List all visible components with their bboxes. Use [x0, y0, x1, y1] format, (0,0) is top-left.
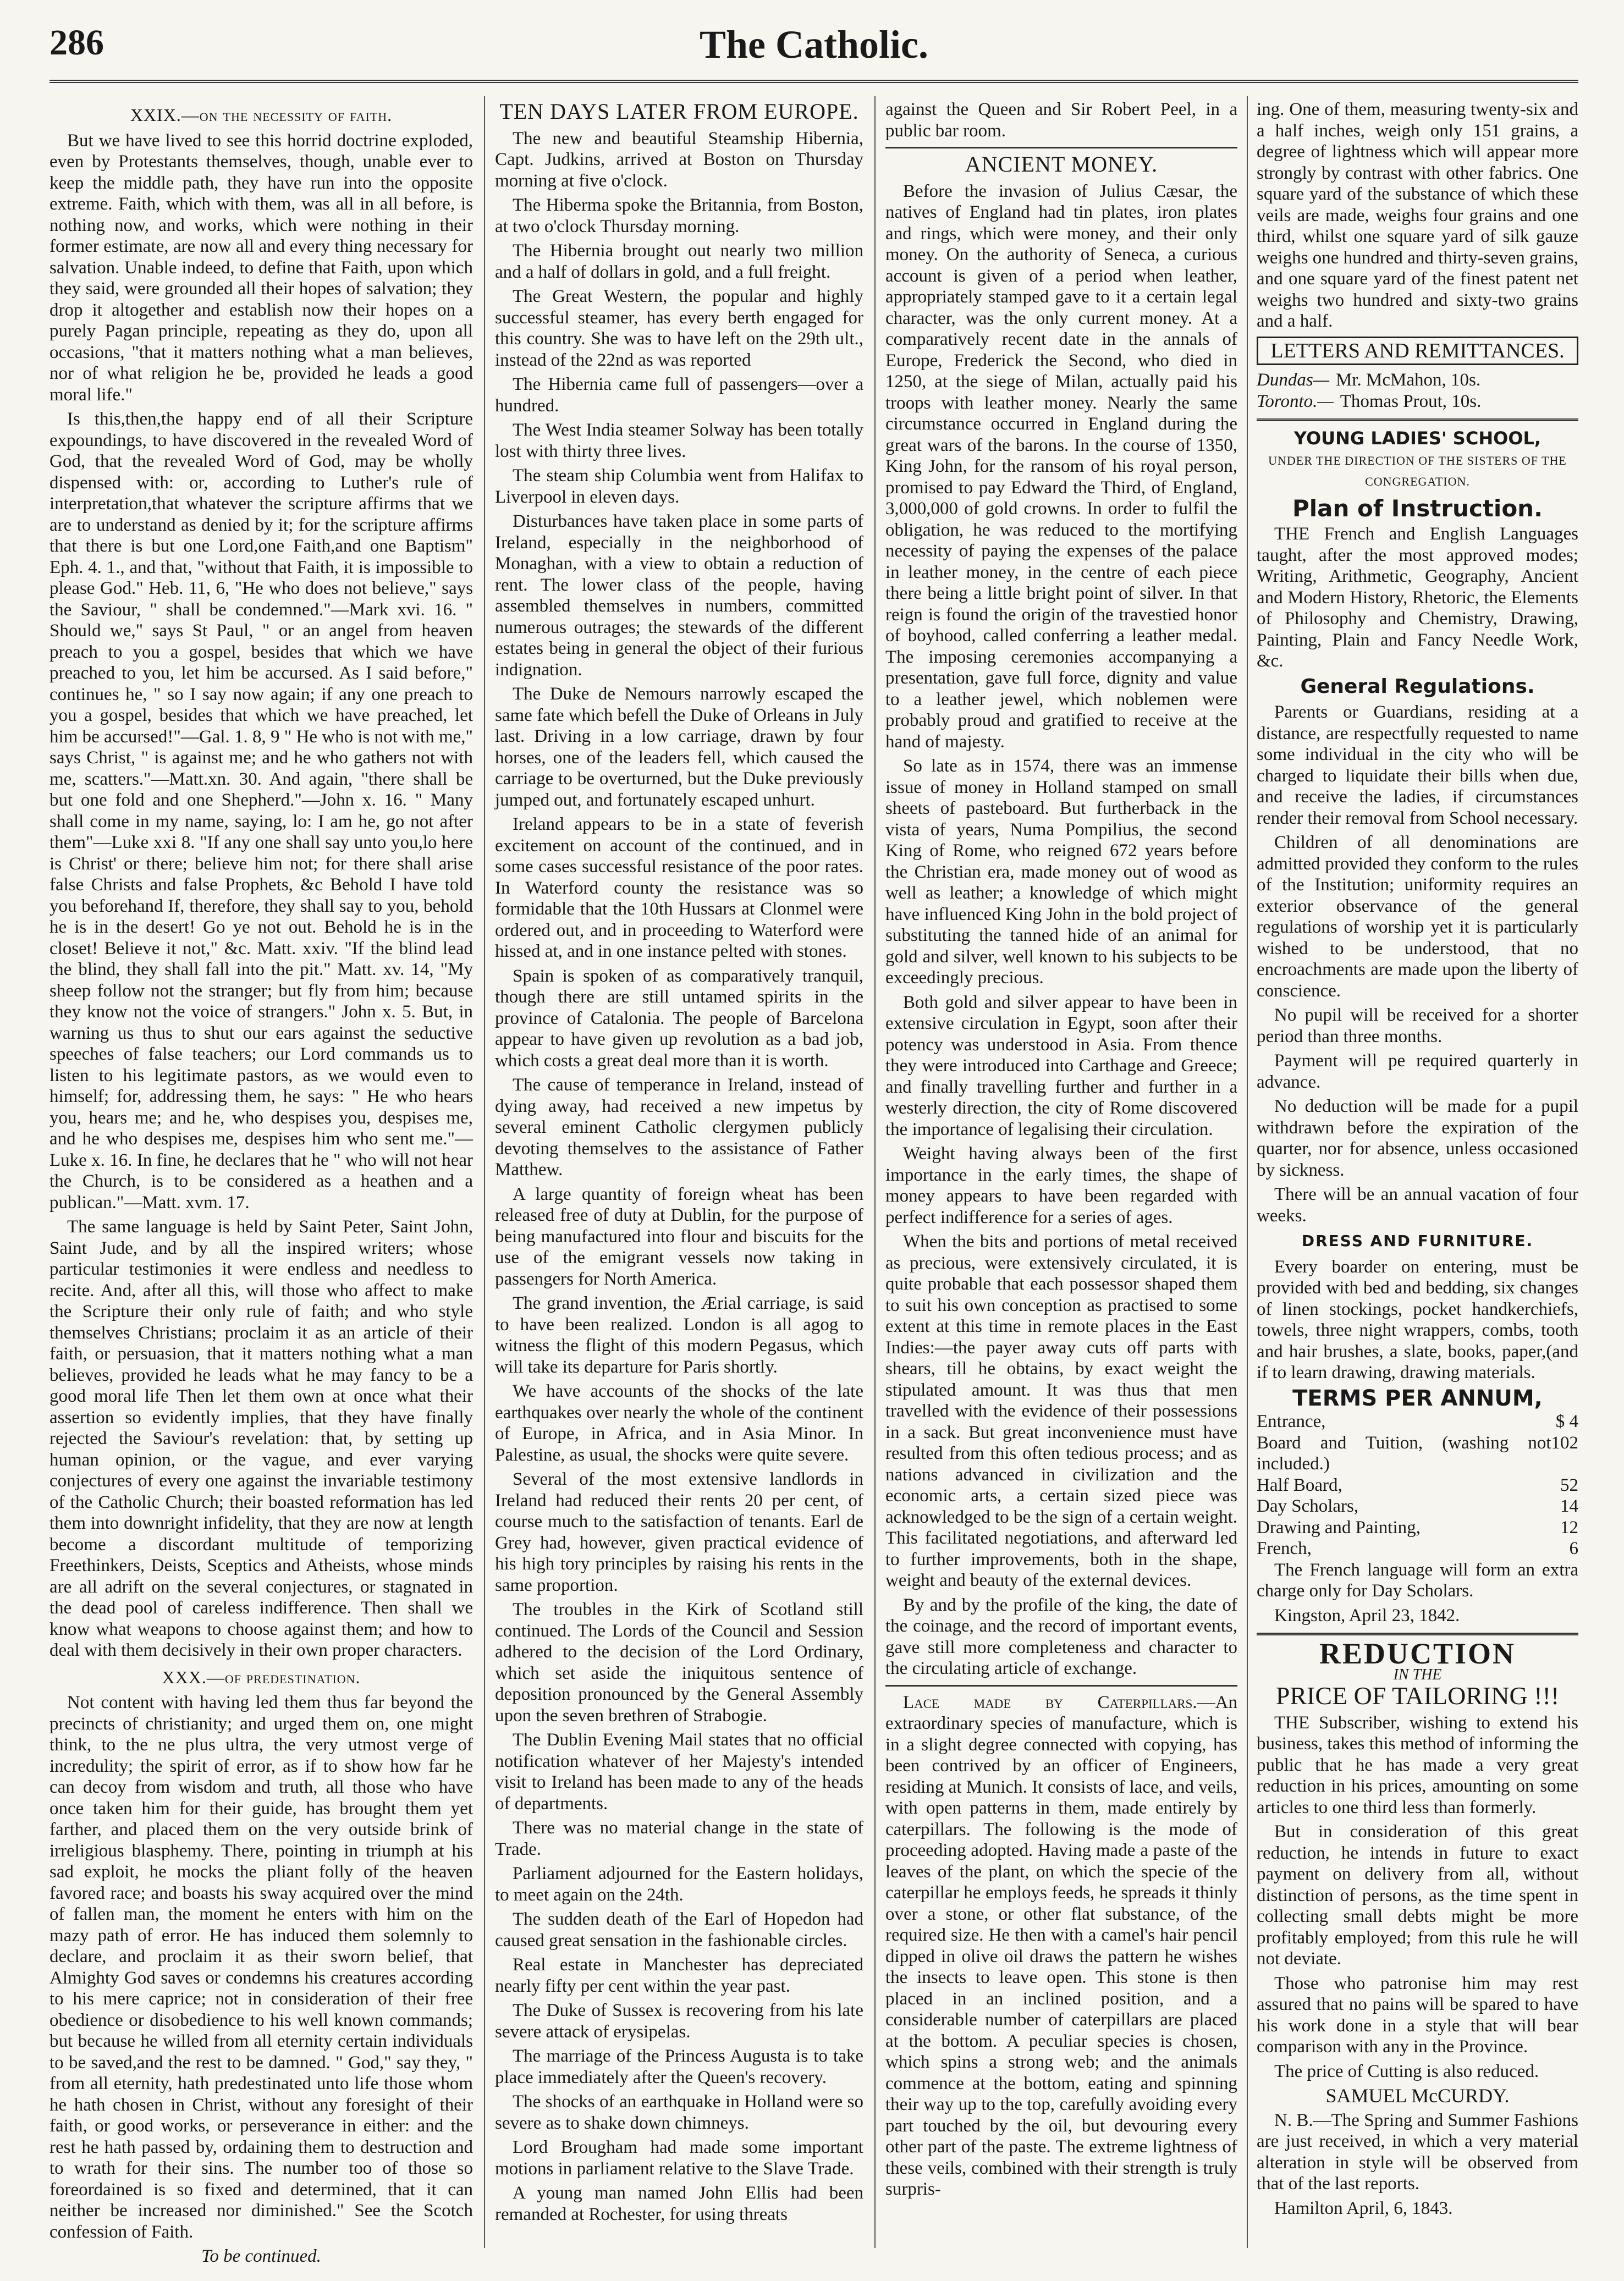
- paragraph: THE French and English Languages taught, after the most approved modes; Writing, Arithmetic, Geography, Ancient and Modern History, Rhetoric, the Elements of Philosophy and Chemistry, Drawing, Painting, Plain and Fancy Needle Work, &c.: [1257, 524, 1578, 671]
- newspaper-title: The Catholic.: [699, 23, 928, 67]
- news-item: The Dublin Evening Mail states that no official notification whatever of her Majesty's intended visit to Ireland has been made to any of the heads of departments.: [495, 1730, 863, 1814]
- paragraph: The price of Cutting is also reduced.: [1274, 2061, 1539, 2081]
- paragraph: against the Queen and Sir Robert Peel, in a public bar room.: [885, 100, 1237, 141]
- fee-row: [1257, 1538, 1578, 1560]
- letters-heading: LETTERS AND REMITTANCES.: [1257, 337, 1578, 366]
- paragraph: [885, 1692, 1237, 2200]
- paragraph: Before the invasion of Julius Cæsar, the natives of England had tin plates, iron plates and rings, which were money, and their only money. On the authority of Seneca, a curious account is given of a period when leather, appropriately stamped gave to it a certain legal character, was the only current money. At a comparatively recent date in the annals of Europe, Frederick the Second, who died in 1250, at the siege of Milan, actually paid his troops with leather money. Nearly the same circumstance occurred in England during the great wars of the barons. In the course of 1350, King John, for the ransom of his royal person, promised to pay Edward the Third, of England, 3,000,000 of gold crowns. In order to fulfil the obligation, he was reduced to the mortifying necessity of paying the expenses of the palace in leather money, in the centre of each piece there being a little bright point of silver. In that reign is found the origin of the travestied honor of boyhood, called conferring a leather medal. The imposing ceremonies accompanying a presentation, gave full force, dignity and value to a leather jewel, which noblemen were probably proud and gratified to receive at the hand of majesty.: [885, 181, 1237, 752]
- paragraph: But we have lived to see this horrid doctrine exploded, even by Protestants themselves, though, unable ever to keep the middle path, they have run into the opposite extreme. Faith, which with them, was all in all before, is nothing now, and works, which were nothing in their former estimate, are now all and every thing necessary for salvation. Unable indeed, to define that Faith, upon which they said, were grounded all their hopes of salvation; they drop it altogether and establish now their hopes on a purely Pagan principle, repeating as they do, upon all occasions, "that it matters nothing what a man believes, nor of what religion he be, provided he leads a good moral life.": [49, 130, 473, 405]
- column-rule: [874, 96, 876, 2248]
- signature: SAMUEL McCURDY.: [1325, 2085, 1510, 2107]
- paragraph: N. B.—The Spring and Summer Fashions are just received, in which a very material alteration in style will be observed from that of the last reports.: [1257, 2110, 1578, 2194]
- news-item: The new and beautiful Steamship Hibernia, Capt. Judkins, arrived at Boston on Thursday morning at five o'clock.: [495, 128, 863, 191]
- regulations-heading: General Regulations.: [1300, 675, 1535, 698]
- fee-item: French,: [1257, 1539, 1312, 1558]
- paragraph: No deduction will be made for a pupil withdrawn before the expiration of the quarter, nor for absence, unless occasioned by sickness.: [1257, 1097, 1578, 1180]
- divider: [885, 147, 1237, 148]
- fee-item: Entrance,: [1257, 1412, 1326, 1431]
- news-item: The Duke de Nemours narrowly escaped the same fate which befell the Duke of Orleans in July last. Driving in a low carriage, drawn by four horses, one of the leaders fell, which caused the carriage to be overturned, but the Duke previously jumped out, and fortunately escaped unhurt.: [495, 684, 863, 810]
- column-notices: [1257, 99, 1578, 2248]
- column-news: [495, 99, 863, 2248]
- remittance-place: Toronto.—: [1257, 391, 1334, 411]
- news-item: The West India steamer Solway has been totally lost with thirty three lives.: [495, 420, 863, 461]
- news-item: The Duke of Sussex is recovering from his late severe attack of erysipelas.: [495, 2001, 863, 2042]
- divider: [1257, 1633, 1578, 1635]
- divider: [885, 1685, 1237, 1687]
- fee-amount: 6: [1569, 1539, 1578, 1558]
- fee-amount: 52: [1560, 1475, 1578, 1495]
- news-item: We have accounts of the shocks of the late earthquakes over nearly the whole of the continent of Europe, in Africa, and in Asia Minor. In Palestine, as usual, the shocks were quite severe.: [495, 1381, 863, 1465]
- news-item: The grand invention, the Ærial carriage, is said to have been realized. London is all agog to witness the flight of this modern Pegasus, which will take its departure for Paris shortly.: [495, 1293, 863, 1377]
- lace-title: Lace made by Caterpillars.: [903, 1692, 1197, 1712]
- fee-amount: $ 4: [1555, 1412, 1578, 1431]
- paragraph: There will be an annual vacation of four weeks.: [1257, 1184, 1578, 1226]
- fee-item: Day Scholars,: [1257, 1496, 1359, 1516]
- reduction-heading: REDUCTION: [1319, 1637, 1516, 1670]
- news-item: The shocks of an earthquake in Holland were so severe as to shake down chimneys.: [495, 2092, 863, 2133]
- news-item: A young man named John Ellis had been remanded at Rochester, for using threats: [495, 2183, 863, 2224]
- in-the-label: IN THE: [1393, 1666, 1442, 1683]
- paragraph: No pupil will be received for a shorter period than three months.: [1257, 1005, 1578, 1046]
- fee-row: [1257, 1411, 1578, 1432]
- column-money: [885, 99, 1237, 2248]
- news-item: The Great Western, the popular and highly successful steamer, has every berth engaged for this country. She was to have left on the 29th ult., instead of the 22nd as was reported: [495, 286, 863, 370]
- paragraph: Is this,then,the happy end of all their Scripture expoundings, to have discovered in the revealed Word of God, that the revealed Word of God, may be wholly dispensed with: or, according to Luther's rule of interpretation,that whatever the scripture affirms that we are to understand as denied by it; for the scripture affirms that there is but one Lord,one Faith,and one Baptism" Eph. 4. 1., and that, "without that Faith, it is impossible to please God." Heb. 11, 6, "He who does not believe," says the Saviour, " shall be condemned."—Mark xvi. 16. " Should we," says St Paul, " or an angel from heaven preach to you a gospel, besides that which we have preached to you, let him be accursed. As I said before," continues he, " so I say now again; if any one preach to you a gospel, besides that which we have preached, let him be accursed!"—Gal. 1. 8, 9 " He who is not with me," says Christ, " is against me; and he who gathers not with me, scatters."—Matt.xn. 30. And again, "there shall be but one fold and one Shepherd."—John x. 16. " Many shall come in my name, saying, lo: I am he, go not after them"—Luke xxi 8. "If any one shall say unto you,lo here is Christ' or there; believe him not; for there shall arise false Christs and false Prophets, &c Behold I have told you beforehand If, therefore, they shall say to you, behold he is in the desert! Go ye not out. Behold he is in the closet! Believe it not," &c. Matt. xxiv. "If the blind lead the blind, they shall fall into the pit." Matt. xv. 14, "My sheep follow not the stranger; but fly from him; because they know not the voice of strangers." John x. 5. But, in warning us thus to shut our ears against the seductive speeches of false teachers; our Lord commands us to listen to his legitimate pastors, as we would even to himself; for, addressing them, he says: " He who hears you, hears me; and he, who despises you, despises me, and he who despises me, despises him who sent me."—Luke x. 16. In fine, he declares that he " who will not hear the Church, is to be considered as a heathen and a publican."—Matt. xvm. 17.: [49, 409, 473, 1213]
- lace-text: —An extraordinary species of manufacture, which is in a slight degree connected with copying, has been contrived by an officer of Engineers, residing at Munich. It consists of lace, and veils, with open patterns in them, made entirely by caterpillars. The following is the mode of proceeding adopted. Having made a paste of the leaves of the plant, on which the specie of the caterpillar he employs feeds, he spreads it thinly over a stone, or other flat substance, of the required size. He then with a camel's hair pencil dipped in olive oil draws the pattern he wishes the insects to leave open. This stone is then placed in an inclined position, and a considerable number of caterpillars are placed at the bottom. A peculiar species is chosen, which spins a strong web; and the animals commence at the bottom, eating and spinning their way up to the top, carefully avoiding every part touched by the oil, but devouring every other part of the paste. The extreme lightness of these veils, combined with their strength is truly surpris-: [885, 1692, 1237, 2199]
- fee-item: Board and Tuition, (washing not included.): [1257, 1432, 1551, 1474]
- paragraph: Not content with having led them thus far beyond the precincts of christianity; and urged them on, one might think, to the ne plus ultra, the very utmost verge of incredulity; the spirit of error, as if to show how far he can decoy from wisdom and truth, all those who have once taken him for their guide, has brought them yet farther, and placed them on the very outside brink of irreligious blasphemy. There, pointing in triumph at his sad exploit, he mocks the pliant folly of the heaven favored race; and boasts his sway acquired over the mind of fallen man, the moment he enters with him on the mazy path of error. He has induced them solemnly to declare, and proclaim it as their sworn belief, that Almighty God saves or condemns his creatures according to his mere caprice; not in consideration of their free obedience or disobedience to his well known commands; but because he willed from all eternity certain individuals to be saved,and the rest to be damned. " God," say they, " from all eternity, hath predestinated unto life those whom he hath chosen in Christ, without any foresight of their faith, or good works, or perseverance in either: and the rest he hath passed by, ordaining them to destruction and to wrath for their sins. The number too of those so foreordained is so fixed and determined, that it can neither be increased nor diminished." See the Scotch confession of Faith.: [49, 1693, 473, 2242]
- paragraph: The French language will form an extra charge only for Day Scholars.: [1257, 1560, 1578, 1601]
- news-item: The Hiberma spoke the Britannia, from Boston, at two o'clock Thursday morning.: [495, 195, 863, 236]
- news-item: Disturbances have taken place in some parts of Ireland, especially in the neighborhood of Monaghan, with a view to obtain a reduction of rent. The lower class of the people, having assembled themselves in numbers, committed numerous outrages; the stewards of the different estates being in general the object of their furious indignation.: [495, 511, 863, 680]
- paragraph: The same language is held by Saint Peter, Saint John, Saint Jude, and by all the inspired writers; whose particular testimonies it were endless and needless to recite. And, after all this, will those who affect to make the Scripture their only rule of faith; and who style themselves Christians; proclaim it as an article of their faith, or persuasion, that it matters nothing what a man believes, provided he leads what he may fancy to be a good moral life Then let them own at once what their assertion so evidently implies, that they have finally rejected the Saviour's revelation: that, by setting up human opinion, or the vague, and ever varying conjectures of every one against the invariable testimony of the Catholic Church; their boasted reformation has led them into downright infidelity, that they are now at length become a discordant multitude of temporizing Freethinkers, Deists, Sceptics and Atheists, whose minds are all adrift on the several conjectures, or stagnated in the dead pool of careless indifference. Then shall we know what weapons to choose against them; and how to deal with them decisively in their own proper characters.: [49, 1217, 473, 1660]
- column-rule: [484, 96, 485, 2248]
- fee-row: [1257, 1432, 1578, 1475]
- news-item: Parliament adjourned for the Eastern holidays, to meet again on the 24th.: [495, 1864, 863, 1905]
- fee-row: [1257, 1496, 1578, 1517]
- paragraph: Parents or Guardians, residing at a distance, are respectfully requested to name some individual in the city who will be charged to liquidate their bills when due, and receive the ladies, if circumstances render their removal from School necessary.: [1257, 702, 1578, 828]
- paragraph: Children of all denominations are admitted provided they conform to the rules of the Institution; uniformity requires an exterior observance of the general regulations of worship yet it is particularly wished to be understood, that no encroachments are made upon the liberty of conscience.: [1257, 833, 1578, 1001]
- paragraph: Both gold and silver appear to have been in extensive circulation in Egypt, soon after their potency was understood in Asia. From thence they were introduced into Carthage and Greece; and finally travelling further and further in a westerly direction, the city of Rome discovered the importance of legalising their circulation.: [885, 992, 1237, 1139]
- news-item: The troubles in the Kirk of Scotland still continued. The Lords of the Council and Session adhered to the decision of the Lord Ordinary, which set aside the iniquitous sentence of deposition pronounced by the General Assembly upon the seven brethren of Strabogie.: [495, 1600, 863, 1726]
- news-item: There was no material change in the state of Trade.: [495, 1818, 863, 1859]
- news-item: A large quantity of foreign wheat has been released free of duty at Dublin, for the purpose of being manufactured into flour and biscuits for the use of the emigrant vessels now taking in passengers for North America.: [495, 1184, 863, 1289]
- news-item: The marriage of the Princess Augusta is to take place immediately after the Queen's recovery.: [495, 2046, 863, 2087]
- tailoring-heading: PRICE OF TAILORING !!!: [1275, 1682, 1560, 1710]
- continued-note: To be continued.: [201, 2246, 321, 2266]
- news-item: Ireland appears to be in a state of feverish excitement on account of the continued, and in some cases successful resistance of the poor rates. In Waterford county the resistance was so formidable that the 10th Hussars at Clonmel were ordered out, and in proceeding to Waterford were hissed at, and in one instance pelted with stones.: [495, 814, 863, 961]
- article-heading: XXX.—of predestination.: [162, 1667, 361, 1687]
- paragraph: Payment will pe required quarterly in advance.: [1257, 1051, 1578, 1092]
- fee-amount: 14: [1560, 1496, 1578, 1516]
- paragraph: Weight having always been of the first importance in the early times, the shape of money appears to have been regarded with perfect indifference for a series of ages.: [885, 1144, 1237, 1227]
- remittance-item: [1257, 370, 1578, 391]
- paragraph: So late as in 1574, there was an immense issue of money in Holland stamped on small sheets of pasteboard. But furtherback in the vista of years, Numa Pompilius, the second King of Rome, who reigned 672 years before the Christian era, made money out of wood as well as leather; a knowledge of which might have influenced King John in the bold project of substituting the tanned hide of an animal for gold and silver, well known to his subjects to be exceedingly precious.: [885, 756, 1237, 988]
- news-item: Real estate in Manchester has depreciated nearly fifty per cent within the year past.: [495, 1955, 863, 1996]
- remittance-place: Dundas—: [1257, 370, 1330, 390]
- news-item: The sudden death of the Earl of Hopedon had caused great sensation in the fashionable circles.: [495, 1909, 863, 1951]
- paragraph: Those who patronise him may rest assured that no pains will be spared to have his work done in a style that will bear comparison with any in the Province.: [1257, 1973, 1578, 2057]
- fee-amount: 102: [1551, 1432, 1578, 1453]
- news-item: Several of the most extensive landlords in Ireland had reduced their rents 20 per cent, of course much to the satisfaction of tenants. Earl de Grey had, however, given practical evidence of his high tory principles by raising his rents in the same proportion.: [495, 1469, 863, 1595]
- plan-heading: Plan of Instruction.: [1292, 494, 1543, 522]
- news-item: The Hibernia came full of passengers—over a hundred.: [495, 374, 863, 416]
- article-heading: XXIX.—on the necessity of faith.: [130, 105, 393, 125]
- paragraph: THE Subscriber, wishing to extend his business, takes this method of informing the public that he has made a very great reduction in his prices, amounting on some articles to one third less than formerly.: [1257, 1712, 1578, 1817]
- news-item: The cause of temperance in Ireland, instead of dying away, had received a new impetus by several eminent Catholic clergymen publicly devoting themselves to the assistance of Father Matthew.: [495, 1075, 863, 1180]
- article-headline: TEN DAYS LATER FROM EUROPE.: [499, 99, 859, 124]
- masthead: [49, 22, 1578, 71]
- column-rule: [1247, 96, 1248, 2248]
- terms-heading: TERMS PER ANNUM,: [1292, 1385, 1543, 1411]
- remittance-item: [1257, 391, 1578, 412]
- paragraph: When the bits and portions of metal received as precious, were extensively circulated, it is quite probable that each possessor shaped them to suit his own conception as practised to some extent at this time in remote places in the East Indies:—the payer away cuts off parts with shears, till he obtains, by exact weight the stipulated amount. It was thus that men travelled with the evidence of their possessions in a sack. But great inconvenience must have resulted from this often tedious process; and as nations advanced in civilization and the economic arts, a certain sized piece was acknowledged to be the sign of a certain weight. This facilitated negotiations, and afterward led to further improvements, both in the shape, weight and beauty of the external devices.: [885, 1232, 1237, 1590]
- fee-row: [1257, 1475, 1578, 1496]
- news-item: The Hibernia brought out nearly two million and a half of dollars in gold, and a full freight.: [495, 241, 863, 282]
- dress-heading: DRESS AND FURNITURE.: [1301, 1232, 1534, 1250]
- school-subtitle: UNDER THE DIRECTION OF THE SISTERS OF THE CONGREGATION.: [1268, 453, 1567, 488]
- page-number: 286: [49, 23, 104, 63]
- masthead-rule: [49, 80, 1578, 83]
- fee-item: Half Board,: [1257, 1475, 1342, 1495]
- fee-amount: 12: [1560, 1517, 1578, 1538]
- paragraph: ing. One of them, measuring twenty-six and a half inches, weigh only 151 grains, a degree of lightness which will appear more strongly by contrast with other fabrics. One square yard of the substance of which these veils are made, weighs four grains and one third, whilst one square yard of silk gauze weighs one hundred and thirty-seven grains, and one square yard of the finest patent net weighs two hundred and sixty-two grains and a half.: [1257, 100, 1578, 331]
- paragraph: By and by the profile of the king, the date of the coinage, and the record of important events, gave still more completeness and character to the circulating article of exchange.: [885, 1595, 1237, 1678]
- paragraph: But in consideration of this great reduction, he intends in future to exact payment on delivery from all, without distinction of persons, as the time spent in collecting small debts might be more profitably employed; from this rule he will not deviate.: [1257, 1822, 1578, 1969]
- news-item: Spain is spoken of as comparatively tranquil, though there are still untamed spirits in the province of Catalonia. The people of Barcelona appear to have given up revolution as a bad job, which costs a great deal more than it is worth.: [495, 966, 863, 1071]
- article-headline: ANCIENT MONEY.: [965, 152, 1158, 177]
- fee-row: [1257, 1517, 1578, 1539]
- school-title: YOUNG LADIES' SCHOOL,: [1293, 428, 1542, 449]
- fee-item: Drawing and Painting,: [1257, 1517, 1421, 1538]
- remittance-amount: Mr. McMahon, 10s.: [1336, 370, 1481, 390]
- paragraph: Every boarder on entering, must be provided with bed and bedding, six changes of linen stockings, pocket handkerchiefs, towels, three night wrappers, combs, tooth and hair brushes, a slate, books, paper,(and if to learn drawing, drawing materials.: [1257, 1257, 1578, 1382]
- remittance-amount: Thomas Prout, 10s.: [1340, 391, 1482, 411]
- news-item: The steam ship Columbia went from Halifax to Liverpool in eleven days.: [495, 466, 863, 507]
- divider: [1257, 418, 1578, 421]
- news-item: Lord Brougham had made some important motions in parliament relative to the Slave Trade.: [495, 2137, 863, 2179]
- column-faith: [49, 99, 473, 2266]
- dateline: Hamilton April, 6, 1843.: [1274, 2198, 1453, 2218]
- dateline: Kingston, April 23, 1842.: [1274, 1605, 1460, 1626]
